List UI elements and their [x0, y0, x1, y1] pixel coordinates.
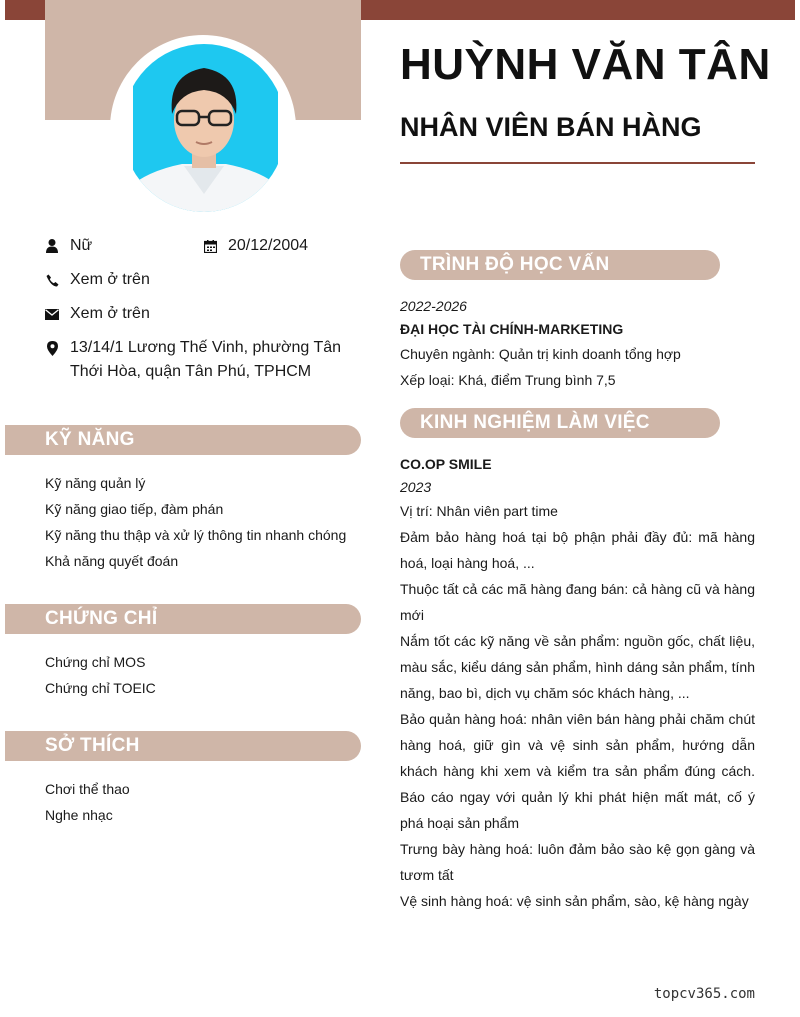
- experience-period: 2023: [400, 479, 432, 495]
- education-period: 2022-2026: [400, 298, 467, 314]
- phone-row: [45, 268, 150, 292]
- duty-item: Đảm bảo hàng hoá tại bộ phận phải đầy đủ: mã hàng hoá, loại hàng hoá, ...: [400, 529, 755, 571]
- list-item: Nghe nhạc: [45, 807, 113, 823]
- list-item: Khả năng quyết đoán: [45, 553, 179, 569]
- experience-position: Vị trí: Nhân viên part time: [400, 503, 558, 519]
- company-name: CO.OP SMILE: [400, 456, 492, 472]
- education-grade: Xếp loại: Khá, điểm Trung bình 7,5: [400, 372, 616, 388]
- hobbies-list: [45, 776, 130, 828]
- skills-list: [45, 470, 346, 574]
- footer-watermark: topcv365.com: [653, 986, 755, 1002]
- list-item: Kỹ năng quản lý: [45, 475, 146, 491]
- education-heading: TRÌNH ĐỘ HỌC VẤN: [400, 250, 720, 280]
- duty-item: Bảo quản hàng hoá: nhân viên bán hàng phải chăm chút hàng hoá, giữ gìn và vệ sinh sản phẩm, hướng dẫn khách hàng khi xem và kiểm tra sản phẩm đúng cách. Báo cáo ngay với quản lý khi phát hiện mất mát, cố ý phá hoại sản phẩm: [400, 711, 755, 831]
- duty-item: Nắm tốt các kỹ năng về sản phẩm: nguồn gốc, chất liệu, màu sắc, kiểu dáng sản phẩm, hình dáng sản phẩm, tính năng, bao bì, dịch vụ chăm sóc khách hàng, ...: [400, 633, 755, 701]
- phone-value: Xem ở trên: [70, 271, 150, 288]
- experience-heading: KINH NGHIỆM LÀM VIỆC: [400, 408, 720, 438]
- list-item: Chơi thể thao: [45, 781, 130, 797]
- person-icon: [45, 234, 59, 258]
- education-entry: [400, 295, 755, 393]
- address-value: [70, 336, 341, 384]
- duty-item: Trưng bày hàng hoá: luôn đảm bảo sào kệ gọn gàng và tươm tất: [400, 841, 755, 883]
- list-item: Kỹ năng thu thập và xử lý thông tin nhanh chóng: [45, 527, 347, 543]
- candidate-name: HUỲNH VĂN TÂN: [400, 40, 771, 89]
- calendar-icon: [203, 234, 217, 258]
- address-line-1: 13/14/1 Lương Thế Vinh, phường Tân: [70, 339, 342, 356]
- duty-item: Thuộc tất cả các mã hàng đang bán: cả hàng cũ và hàng mới: [400, 581, 755, 623]
- birthday-value: 20/12/2004: [228, 237, 309, 254]
- phone-icon: [45, 268, 59, 292]
- certificates-list: [45, 649, 156, 701]
- address-row: [45, 336, 361, 384]
- school-name: ĐẠI HỌC TÀI CHÍNH-MARKETING: [400, 321, 624, 337]
- skills-heading: KỸ NĂNG: [5, 425, 361, 455]
- address-line-2: Thới Hòa, quận Tân Phú, TPHCM: [70, 363, 312, 380]
- title-divider: [400, 162, 755, 164]
- duty-item: Vệ sinh hàng hoá: vệ sinh sản phẩm, sào, kệ hàng ngày: [400, 893, 749, 909]
- experience-entry: [400, 452, 755, 914]
- list-item: Kỹ năng giao tiếp, đàm phán: [45, 501, 224, 517]
- gender-row: [45, 234, 92, 258]
- email-icon: [45, 302, 59, 326]
- education-major: Chuyên ngành: Quản trị kinh doanh tổng hợp: [400, 346, 681, 362]
- list-item: Chứng chỉ MOS: [45, 654, 146, 670]
- birthday-row: [203, 234, 308, 258]
- hobbies-heading: SỞ THÍCH: [5, 731, 361, 761]
- list-item: Chứng chỉ TOEIC: [45, 680, 156, 696]
- location-icon: [45, 336, 59, 360]
- job-title: NHÂN VIÊN BÁN HÀNG: [400, 112, 702, 142]
- gender-value: Nữ: [70, 237, 93, 254]
- certificates-heading: CHỨNG CHỈ: [5, 604, 361, 634]
- profile-photo: [122, 44, 286, 212]
- email-value: Xem ở trên: [70, 305, 150, 322]
- email-row: [45, 302, 150, 326]
